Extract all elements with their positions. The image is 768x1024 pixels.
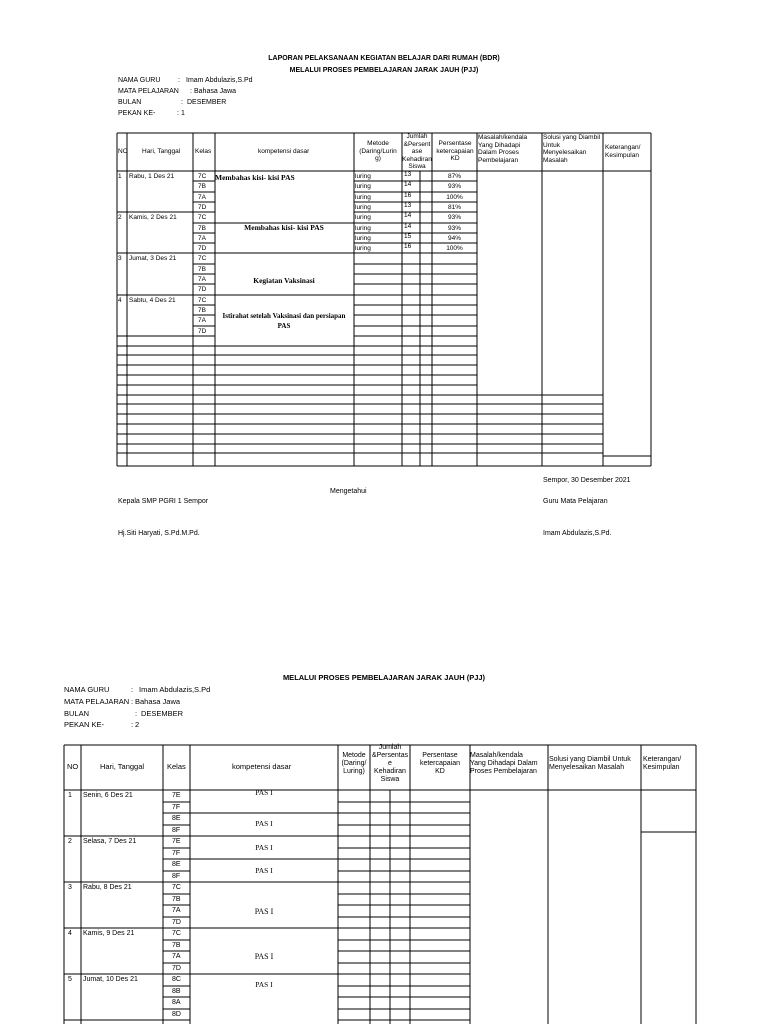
- header-masalah: Masalah/kendala Yang Dihadapi Dalam Proses Pembelajaran: [470, 752, 538, 775]
- row-persentase: 94%: [447, 235, 461, 242]
- row-jumlah: 16: [404, 192, 412, 199]
- header-keterangan: Keterangan/ Kesimpulan: [643, 756, 682, 771]
- row-kelas: 7A: [198, 194, 206, 201]
- kepala-name: Hj.Siti Haryati, S.Pd.M.Pd.: [118, 530, 200, 537]
- row-metode: luring: [355, 204, 371, 211]
- row-no: 1: [118, 173, 122, 180]
- row-kelas: 7A: [172, 907, 181, 914]
- header-metode: Metode (Daring/Lurin g): [359, 140, 397, 162]
- row-jumlah: 16: [404, 243, 412, 250]
- header-solusi: Solusi yang Diambil Untuk Menyelesaikan Masalah: [549, 756, 631, 771]
- info-value: DESEMBER: [141, 709, 184, 718]
- header-metode: Metode (Daring/ Luring): [341, 752, 367, 775]
- info-label: NAMA GURU: [64, 685, 110, 694]
- row-kelas: 7C: [198, 255, 207, 262]
- report1-title-line2: MELALUI PROSES PEMBELAJARAN JARAK JAUH (PJJ): [289, 67, 479, 74]
- row-kelas: 7C: [198, 173, 207, 180]
- info-sep: :: [135, 709, 138, 718]
- header-kelas: Kelas: [195, 148, 212, 155]
- info-value: Bahasa Jawa: [135, 697, 181, 706]
- row-persentase: 87%: [447, 173, 461, 180]
- row-kelas: 8F: [172, 827, 181, 834]
- report2-title: MELALUI PROSES PEMBELAJARAN JARAK JAUH (PJJ): [282, 673, 486, 682]
- info-value: Bahasa Jawa: [194, 88, 237, 95]
- row-persentase: 100%: [446, 194, 463, 201]
- info-label: BULAN: [64, 709, 90, 718]
- info-value: Imam Abdulazis,S.Pd: [139, 685, 211, 694]
- info-sep: :: [177, 110, 179, 117]
- row-metode: luring: [355, 214, 371, 221]
- info-sep: :: [181, 99, 183, 106]
- info-value: Imam Abdulazis,S.Pd: [186, 77, 253, 84]
- info-label: PEKAN KE-: [64, 720, 105, 729]
- header-day: Hari, Tanggal: [100, 762, 145, 771]
- report1-title-line1: LAPORAN PELAKSANAAN KEGIATAN BELAJAR DARI RUMAH (BDR): [268, 55, 500, 62]
- info-label: NAMA GURU: [118, 77, 161, 84]
- row-kelas: 8E: [172, 815, 181, 822]
- row-day: Jumat, 10 Des 21: [83, 976, 138, 983]
- kd-text: PAS I: [255, 843, 273, 852]
- row-persentase: 93%: [447, 183, 461, 190]
- header-masalah: Masalah/kendala Yang Dihadapi Dalam Proses Pembelajaran: [478, 134, 528, 164]
- info-sep: :: [131, 697, 134, 706]
- row-kelas: 7D: [198, 245, 207, 252]
- place-date: Sempor, 30 Desember 2021: [543, 477, 631, 484]
- info-value: 2: [135, 720, 140, 729]
- info-label: BULAN: [118, 99, 142, 106]
- info-sep: :: [131, 720, 134, 729]
- kd-text: PAS I: [255, 819, 273, 828]
- row-kelas: 7D: [198, 286, 207, 293]
- info-sep: :: [178, 77, 180, 84]
- mengetahui-label: Mengetahui: [330, 488, 367, 495]
- kd-text: Membahas kisi- kisi PAS: [215, 173, 295, 182]
- row-day: Jumat, 3 Des 21: [129, 255, 177, 262]
- header-persentase: Persentase ketercapaian KD: [419, 752, 461, 775]
- row-kelas: 7B: [198, 307, 206, 314]
- row-jumlah: 13: [404, 202, 412, 209]
- row-day: Senin, 6 Des 21: [83, 792, 133, 799]
- row-kelas: 8D: [172, 1011, 181, 1018]
- row-jumlah: 14: [404, 181, 412, 188]
- info-value: 1: [181, 110, 185, 117]
- row-kelas: 7B: [198, 225, 206, 232]
- row-no: 4: [118, 297, 122, 304]
- row-no: 2: [118, 214, 122, 221]
- kd-text: Istirahat setelah Vaksinasi dan persiapan: [222, 312, 346, 320]
- info-label: MATA PELAJARAN: [64, 697, 130, 706]
- row-kelas: 8A: [172, 999, 181, 1006]
- info-label: PEKAN KE-: [118, 110, 156, 117]
- header-kd: kompetensi dasar: [232, 762, 292, 771]
- row-metode: luring: [355, 235, 371, 242]
- row-no: 2: [68, 838, 72, 845]
- row-kelas: 7A: [198, 235, 206, 242]
- row-jumlah: 14: [404, 223, 412, 230]
- row-kelas: 7A: [198, 276, 206, 283]
- kd-text: PAS: [277, 322, 291, 330]
- header-kd: kompetensi dasar: [258, 148, 310, 155]
- kd-text: PAS I: [254, 907, 274, 916]
- row-no: 3: [118, 255, 122, 262]
- info-sep: :: [190, 88, 192, 95]
- row-kelas: 7D: [198, 328, 207, 335]
- row-jumlah: 15: [404, 233, 412, 240]
- row-kelas: 7D: [172, 919, 181, 926]
- row-kelas: 7B: [172, 942, 181, 949]
- header-jumlah: Jumlah &Persentas e Kehadiran Siswa: [371, 744, 409, 783]
- kd-text: PAS I: [255, 866, 273, 875]
- row-jumlah: 14: [404, 212, 412, 219]
- header-jumlah: Jumlah &Persent ase Kehadiran Siswa: [402, 133, 432, 170]
- row-day: Sabtu, 4 Des 21: [129, 297, 176, 304]
- kepala-label: Kepala SMP PGRI 1 Sempor: [118, 498, 209, 505]
- row-kelas: 8F: [172, 873, 181, 880]
- row-kelas: 7A: [172, 953, 181, 960]
- row-kelas: 8E: [172, 861, 181, 868]
- info-value: DESEMBER: [187, 99, 227, 106]
- row-no: 3: [68, 884, 72, 891]
- row-kelas: 7F: [172, 850, 181, 857]
- row-kelas: 7B: [198, 266, 206, 273]
- row-kelas: 7C: [198, 214, 207, 221]
- guru-label: Guru Mata Pelajaran: [543, 498, 608, 505]
- row-kelas: 7C: [172, 930, 181, 937]
- info-sep: :: [131, 685, 134, 694]
- info-label: MATA PELAJARAN: [118, 88, 179, 95]
- row-kelas: 7C: [198, 297, 207, 304]
- row-kelas: 7E: [172, 838, 181, 845]
- header-no: NO: [118, 148, 128, 155]
- row-kelas: 7B: [172, 896, 181, 903]
- row-kelas: 8B: [172, 988, 181, 995]
- kd-text: Membahas kisi- kisi PAS: [244, 223, 324, 232]
- row-kelas: 8C: [172, 976, 181, 983]
- row-metode: luring: [355, 225, 371, 232]
- guru-name: Imam Abdulazis,S.Pd.: [543, 530, 612, 537]
- row-kelas: 7D: [198, 204, 207, 211]
- row-kelas: 7A: [198, 317, 206, 324]
- row-persentase: 81%: [447, 204, 461, 211]
- header-no: NO: [67, 762, 79, 771]
- row-metode: luring: [355, 194, 371, 201]
- row-day: Rabu, 8 Des 21: [83, 884, 132, 891]
- header-kelas: Kelas: [167, 762, 186, 771]
- row-metode: luring: [355, 183, 371, 190]
- row-metode: luring: [355, 173, 371, 180]
- row-day: Rabu, 1 Des 21: [129, 173, 175, 180]
- header-keterangan: Keterangan/ Kesimpulan: [605, 144, 641, 159]
- row-no: 4: [68, 930, 72, 937]
- kd-text: PAS I: [254, 952, 274, 961]
- row-kelas: 7D: [172, 965, 181, 972]
- row-no: 5: [68, 976, 72, 983]
- row-kelas: 7B: [198, 183, 206, 190]
- row-persentase: 100%: [446, 245, 463, 252]
- kd-text: Kegiatan Vaksinasi: [253, 276, 315, 285]
- row-kelas: 7C: [172, 884, 181, 891]
- row-kelas: 7E: [172, 792, 181, 799]
- kd-text: PAS I: [255, 788, 273, 797]
- row-persentase: 93%: [447, 214, 461, 221]
- header-persentase: Persentase ketercapaian KD: [436, 140, 474, 162]
- row-day: Selasa, 7 Des 21: [83, 838, 137, 845]
- row-no: 1: [68, 792, 72, 799]
- row-persentase: 93%: [447, 225, 461, 232]
- kd-text: PAS I: [255, 980, 273, 989]
- header-solusi: Solusi yang Diambil Untuk Menyelesaikan Masalah: [543, 134, 601, 164]
- header-day: Hari, Tanggal: [142, 148, 181, 155]
- row-metode: luring: [355, 245, 371, 252]
- row-day: Kamis, 2 Des 21: [129, 214, 177, 221]
- row-jumlah: 13: [404, 171, 412, 178]
- row-kelas: 7F: [172, 804, 181, 811]
- row-day: Kamis, 9 Des 21: [83, 930, 135, 937]
